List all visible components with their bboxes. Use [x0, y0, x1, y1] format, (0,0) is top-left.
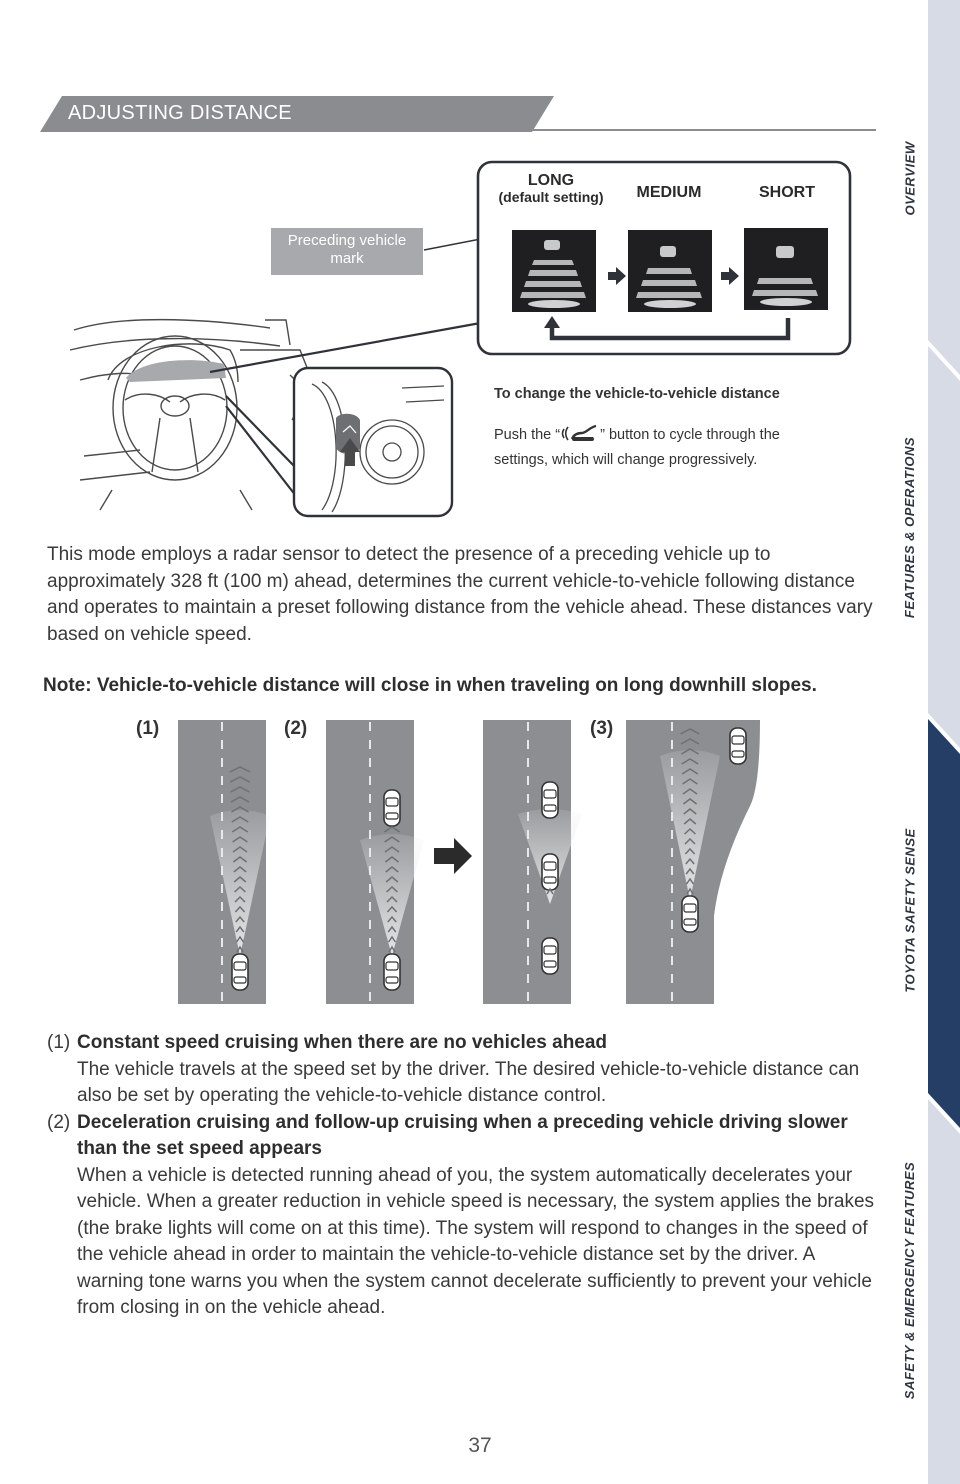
- section-tabs-graphic: [928, 0, 960, 1484]
- scenario-illustrations: [120, 716, 780, 1006]
- screen-long: [512, 230, 596, 312]
- distance-illustration: [40, 150, 880, 530]
- list-item: (2) Deceleration cruising and follow-up cruising when a preceding vehicle driving slower than the set speed appears When a vehicle is detected running ahead of you, the system automatically decelerates your vehicle. When a greater reduction in vehicle speed is necessary, the system applies the brakes (the brake lights will come on at this time). The system will respond to changes in the speed of the vehicle ahead in order to maintain the vehicle-to-vehicle distance set by the driver. A warning tone warns you when the system cannot decelerate sufficiently to prevent your vehicle from closing in on the vehicle ahead.: [47, 1111, 875, 1318]
- screen-medium: [628, 230, 712, 312]
- setting-long-label: LONG (default setting): [498, 172, 604, 205]
- tab-features-operations[interactable]: FEATURES & OPERATIONS: [902, 436, 918, 618]
- screen-short: [744, 228, 828, 310]
- cruising-modes-list: [47, 1030, 877, 1322]
- distance-button-icon: [560, 423, 600, 443]
- scenario-2-label: (2): [284, 718, 308, 739]
- tab-toyota-safety-sense[interactable]: TOYOTA SAFETY SENSE: [902, 827, 918, 993]
- downhill-note: Note: Vehicle-to-vehicle distance will close in when traveling on long downhill slopes.: [43, 675, 817, 696]
- tab-safety-emergency-features[interactable]: SAFETY & EMERGENCY FEATURES: [902, 1161, 918, 1399]
- scenario-1-label: (1): [136, 718, 160, 739]
- list-item: (1) Constant speed cruising when there are no vehicles ahead The vehicle travels at the speed set by the driver. The desired vehicle-to-vehicle distance can also be set by operating the vehicle-to-vehicle distance control.: [47, 1032, 860, 1106]
- page-number: 37: [468, 1434, 492, 1457]
- setting-short-label: SHORT: [759, 184, 815, 201]
- section-title: ADJUSTING DISTANCE: [68, 102, 292, 124]
- description-paragraph: This mode employs a radar sensor to detect the presence of a preceding vehicle up to approximately 328 ft (100 m) ahead, determines the current vehicle-to-vehicle following distance and operates to maintain a preset following distance from the vehicle ahead. These distances vary based on vehicle speed.: [47, 544, 873, 645]
- tab-overview[interactable]: OVERVIEW: [902, 140, 918, 216]
- change-distance-text: Push the “ ” button to cycle through the settings, which will change progressively.: [494, 423, 794, 473]
- dashboard-illustration: [40, 150, 880, 530]
- change-distance-title: To change the vehicle-to-vehicle distance: [494, 386, 780, 402]
- section-header: [40, 96, 876, 136]
- radar-waves: [120, 716, 780, 1006]
- preceding-vehicle-mark-label: Preceding vehicle mark: [271, 228, 423, 275]
- section-tabs: [928, 0, 960, 1484]
- setting-medium-label: MEDIUM: [636, 184, 702, 201]
- scenario-3-label: (3): [590, 718, 614, 739]
